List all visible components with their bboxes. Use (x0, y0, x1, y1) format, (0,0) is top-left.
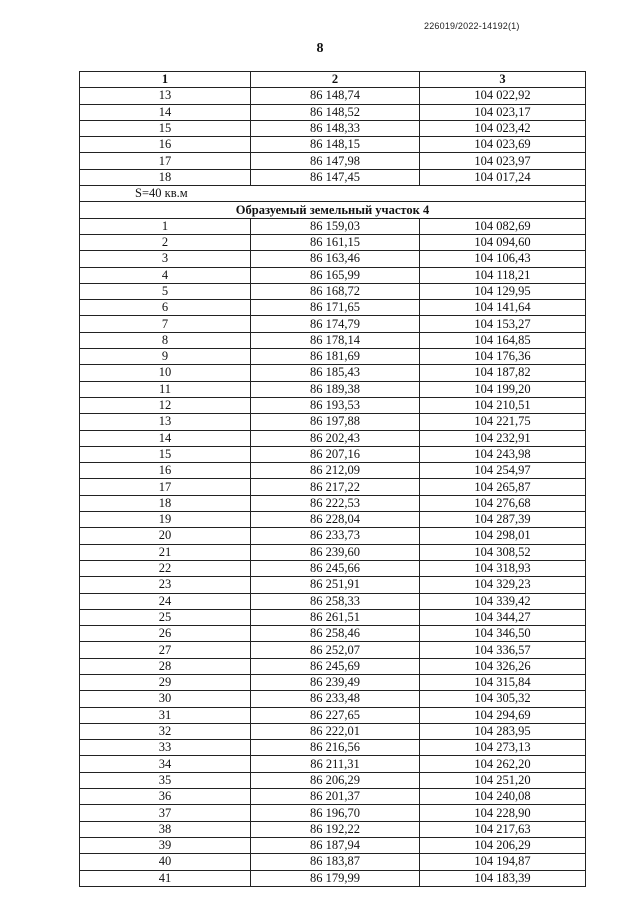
x-coordinate-cell: 86 233,73 (251, 528, 420, 544)
table-row (80, 723, 586, 739)
x-coordinate-cell: 86 171,65 (251, 300, 420, 316)
point-number-cell: 6 (80, 300, 251, 316)
x-coordinate-cell: 86 147,98 (251, 153, 420, 169)
table-row (80, 789, 586, 805)
y-coordinate-cell: 104 194,87 (420, 854, 586, 870)
point-number-cell: 34 (80, 756, 251, 772)
x-coordinate-cell: 86 222,01 (251, 723, 420, 739)
x-coordinate-cell: 86 148,74 (251, 88, 420, 104)
point-number-cell: 15 (80, 120, 251, 136)
coordinates-table (79, 71, 586, 887)
point-number-cell: 29 (80, 674, 251, 690)
point-number-cell: 28 (80, 658, 251, 674)
point-number-cell: 22 (80, 560, 251, 576)
x-coordinate-cell: 86 252,07 (251, 642, 420, 658)
y-coordinate-cell: 104 023,97 (420, 153, 586, 169)
table-row (80, 707, 586, 723)
table-row (80, 805, 586, 821)
y-coordinate-cell: 104 254,97 (420, 463, 586, 479)
point-number-cell: 14 (80, 104, 251, 120)
y-coordinate-cell: 104 243,98 (420, 446, 586, 462)
y-coordinate-cell: 104 023,42 (420, 120, 586, 136)
point-number-cell: 15 (80, 446, 251, 462)
point-number-cell: 23 (80, 577, 251, 593)
y-coordinate-cell: 104 283,95 (420, 723, 586, 739)
x-coordinate-cell: 86 251,91 (251, 577, 420, 593)
x-coordinate-cell: 86 181,69 (251, 349, 420, 365)
table-row (80, 495, 586, 511)
table-row (80, 300, 586, 316)
table-row (80, 674, 586, 690)
point-number-cell: 18 (80, 495, 251, 511)
table-row (80, 658, 586, 674)
y-coordinate-cell: 104 240,08 (420, 789, 586, 805)
table-row (80, 104, 586, 120)
table-header-row (80, 72, 586, 88)
y-coordinate-cell: 104 164,85 (420, 332, 586, 348)
x-coordinate-cell: 86 228,04 (251, 512, 420, 528)
point-number-cell: 12 (80, 397, 251, 413)
x-coordinate-cell: 86 183,87 (251, 854, 420, 870)
y-coordinate-cell: 104 232,91 (420, 430, 586, 446)
table-row (80, 642, 586, 658)
table-row (80, 577, 586, 593)
table-row (80, 397, 586, 413)
x-coordinate-cell: 86 197,88 (251, 414, 420, 430)
table-row (80, 381, 586, 397)
point-number-cell: 32 (80, 723, 251, 739)
table-row (80, 349, 586, 365)
point-number-cell: 41 (80, 870, 251, 886)
x-coordinate-cell: 86 206,29 (251, 772, 420, 788)
header-cell-x: 2 (251, 72, 420, 88)
x-coordinate-cell: 86 161,15 (251, 234, 420, 250)
point-number-cell: 38 (80, 821, 251, 837)
section-title: Образуемый земельный участок 4 (80, 202, 586, 218)
y-coordinate-cell: 104 082,69 (420, 218, 586, 234)
header-cell-y: 3 (420, 72, 586, 88)
y-coordinate-cell: 104 141,64 (420, 300, 586, 316)
point-number-cell: 2 (80, 234, 251, 250)
x-coordinate-cell: 86 245,69 (251, 658, 420, 674)
point-number-cell: 13 (80, 414, 251, 430)
table-row (80, 414, 586, 430)
y-coordinate-cell: 104 329,23 (420, 577, 586, 593)
point-number-cell: 1 (80, 218, 251, 234)
table-row (80, 740, 586, 756)
y-coordinate-cell: 104 022,92 (420, 88, 586, 104)
y-coordinate-cell: 104 187,82 (420, 365, 586, 381)
area-value: S=40 кв.м (80, 186, 586, 202)
x-coordinate-cell: 86 187,94 (251, 837, 420, 853)
point-number-cell: 27 (80, 642, 251, 658)
x-coordinate-cell: 86 178,14 (251, 332, 420, 348)
table-row (80, 169, 586, 185)
y-coordinate-cell: 104 262,20 (420, 756, 586, 772)
point-number-cell: 10 (80, 365, 251, 381)
y-coordinate-cell: 104 346,50 (420, 626, 586, 642)
table-row (80, 463, 586, 479)
y-coordinate-cell: 104 153,27 (420, 316, 586, 332)
y-coordinate-cell: 104 228,90 (420, 805, 586, 821)
x-coordinate-cell: 86 207,16 (251, 446, 420, 462)
table-row (80, 316, 586, 332)
point-number-cell: 16 (80, 463, 251, 479)
y-coordinate-cell: 104 308,52 (420, 544, 586, 560)
y-coordinate-cell: 104 199,20 (420, 381, 586, 397)
page-number: 8 (316, 41, 324, 56)
y-coordinate-cell: 104 206,29 (420, 837, 586, 853)
y-coordinate-cell: 104 276,68 (420, 495, 586, 511)
y-coordinate-cell: 104 023,69 (420, 137, 586, 153)
table-row (80, 446, 586, 462)
table-row (80, 479, 586, 495)
y-coordinate-cell: 104 106,43 (420, 251, 586, 267)
x-coordinate-cell: 86 216,56 (251, 740, 420, 756)
document-id: 226019/2022-14192(1) (424, 21, 520, 31)
x-coordinate-cell: 86 148,52 (251, 104, 420, 120)
x-coordinate-cell: 86 233,48 (251, 691, 420, 707)
table-row (80, 821, 586, 837)
x-coordinate-cell: 86 222,53 (251, 495, 420, 511)
x-coordinate-cell: 86 168,72 (251, 283, 420, 299)
point-number-cell: 21 (80, 544, 251, 560)
point-number-cell: 4 (80, 267, 251, 283)
x-coordinate-cell: 86 147,45 (251, 169, 420, 185)
coordinates-table-container (79, 71, 585, 887)
y-coordinate-cell: 104 094,60 (420, 234, 586, 250)
point-number-cell: 35 (80, 772, 251, 788)
point-number-cell: 39 (80, 837, 251, 853)
x-coordinate-cell: 86 192,22 (251, 821, 420, 837)
x-coordinate-cell: 86 239,60 (251, 544, 420, 560)
table-row (80, 430, 586, 446)
table-row (80, 218, 586, 234)
table-row (80, 626, 586, 642)
x-coordinate-cell: 86 201,37 (251, 789, 420, 805)
x-coordinate-cell: 86 227,65 (251, 707, 420, 723)
y-coordinate-cell: 104 251,20 (420, 772, 586, 788)
x-coordinate-cell: 86 196,70 (251, 805, 420, 821)
point-number-cell: 37 (80, 805, 251, 821)
point-number-cell: 24 (80, 593, 251, 609)
y-coordinate-cell: 104 294,69 (420, 707, 586, 723)
area-row (80, 186, 586, 202)
x-coordinate-cell: 86 217,22 (251, 479, 420, 495)
point-number-cell: 18 (80, 169, 251, 185)
table-row (80, 332, 586, 348)
point-number-cell: 3 (80, 251, 251, 267)
x-coordinate-cell: 86 148,33 (251, 120, 420, 136)
point-number-cell: 13 (80, 88, 251, 104)
table-row (80, 854, 586, 870)
point-number-cell: 17 (80, 153, 251, 169)
y-coordinate-cell: 104 339,42 (420, 593, 586, 609)
x-coordinate-cell: 86 239,49 (251, 674, 420, 690)
table-row (80, 234, 586, 250)
y-coordinate-cell: 104 344,27 (420, 609, 586, 625)
x-coordinate-cell: 86 258,46 (251, 626, 420, 642)
point-number-cell: 9 (80, 349, 251, 365)
table-row (80, 560, 586, 576)
point-number-cell: 40 (80, 854, 251, 870)
x-coordinate-cell: 86 165,99 (251, 267, 420, 283)
x-coordinate-cell: 86 193,53 (251, 397, 420, 413)
y-coordinate-cell: 104 210,51 (420, 397, 586, 413)
y-coordinate-cell: 104 221,75 (420, 414, 586, 430)
table-row (80, 153, 586, 169)
y-coordinate-cell: 104 217,63 (420, 821, 586, 837)
point-number-cell: 8 (80, 332, 251, 348)
x-coordinate-cell: 86 202,43 (251, 430, 420, 446)
x-coordinate-cell: 86 261,51 (251, 609, 420, 625)
point-number-cell: 7 (80, 316, 251, 332)
table-row (80, 837, 586, 853)
table-row (80, 609, 586, 625)
x-coordinate-cell: 86 211,31 (251, 756, 420, 772)
table-row (80, 120, 586, 136)
table-row (80, 267, 586, 283)
point-number-cell: 5 (80, 283, 251, 299)
x-coordinate-cell: 86 179,99 (251, 870, 420, 886)
table-row (80, 528, 586, 544)
y-coordinate-cell: 104 176,36 (420, 349, 586, 365)
y-coordinate-cell: 104 129,95 (420, 283, 586, 299)
y-coordinate-cell: 104 336,57 (420, 642, 586, 658)
point-number-cell: 26 (80, 626, 251, 642)
point-number-cell: 20 (80, 528, 251, 544)
table-row (80, 756, 586, 772)
x-coordinate-cell: 86 185,43 (251, 365, 420, 381)
point-number-cell: 33 (80, 740, 251, 756)
y-coordinate-cell: 104 183,39 (420, 870, 586, 886)
header-cell-point: 1 (80, 72, 251, 88)
x-coordinate-cell: 86 148,15 (251, 137, 420, 153)
y-coordinate-cell: 104 118,21 (420, 267, 586, 283)
table-row (80, 283, 586, 299)
point-number-cell: 25 (80, 609, 251, 625)
point-number-cell: 31 (80, 707, 251, 723)
table-row (80, 772, 586, 788)
point-number-cell: 36 (80, 789, 251, 805)
table-row (80, 544, 586, 560)
x-coordinate-cell: 86 245,66 (251, 560, 420, 576)
table-row (80, 691, 586, 707)
point-number-cell: 16 (80, 137, 251, 153)
x-coordinate-cell: 86 159,03 (251, 218, 420, 234)
y-coordinate-cell: 104 318,93 (420, 560, 586, 576)
x-coordinate-cell: 86 163,46 (251, 251, 420, 267)
y-coordinate-cell: 104 287,39 (420, 512, 586, 528)
point-number-cell: 11 (80, 381, 251, 397)
point-number-cell: 17 (80, 479, 251, 495)
table-row (80, 593, 586, 609)
y-coordinate-cell: 104 298,01 (420, 528, 586, 544)
y-coordinate-cell: 104 017,24 (420, 169, 586, 185)
x-coordinate-cell: 86 258,33 (251, 593, 420, 609)
y-coordinate-cell: 104 326,26 (420, 658, 586, 674)
x-coordinate-cell: 86 212,09 (251, 463, 420, 479)
coordinates-table-body (80, 72, 586, 887)
point-number-cell: 14 (80, 430, 251, 446)
table-row (80, 251, 586, 267)
x-coordinate-cell: 86 189,38 (251, 381, 420, 397)
table-row (80, 137, 586, 153)
point-number-cell: 30 (80, 691, 251, 707)
y-coordinate-cell: 104 265,87 (420, 479, 586, 495)
y-coordinate-cell: 104 023,17 (420, 104, 586, 120)
section-title-row (80, 202, 586, 218)
table-row (80, 512, 586, 528)
point-number-cell: 19 (80, 512, 251, 528)
table-row (80, 365, 586, 381)
table-row (80, 88, 586, 104)
y-coordinate-cell: 104 315,84 (420, 674, 586, 690)
y-coordinate-cell: 104 305,32 (420, 691, 586, 707)
y-coordinate-cell: 104 273,13 (420, 740, 586, 756)
x-coordinate-cell: 86 174,79 (251, 316, 420, 332)
table-row (80, 870, 586, 886)
